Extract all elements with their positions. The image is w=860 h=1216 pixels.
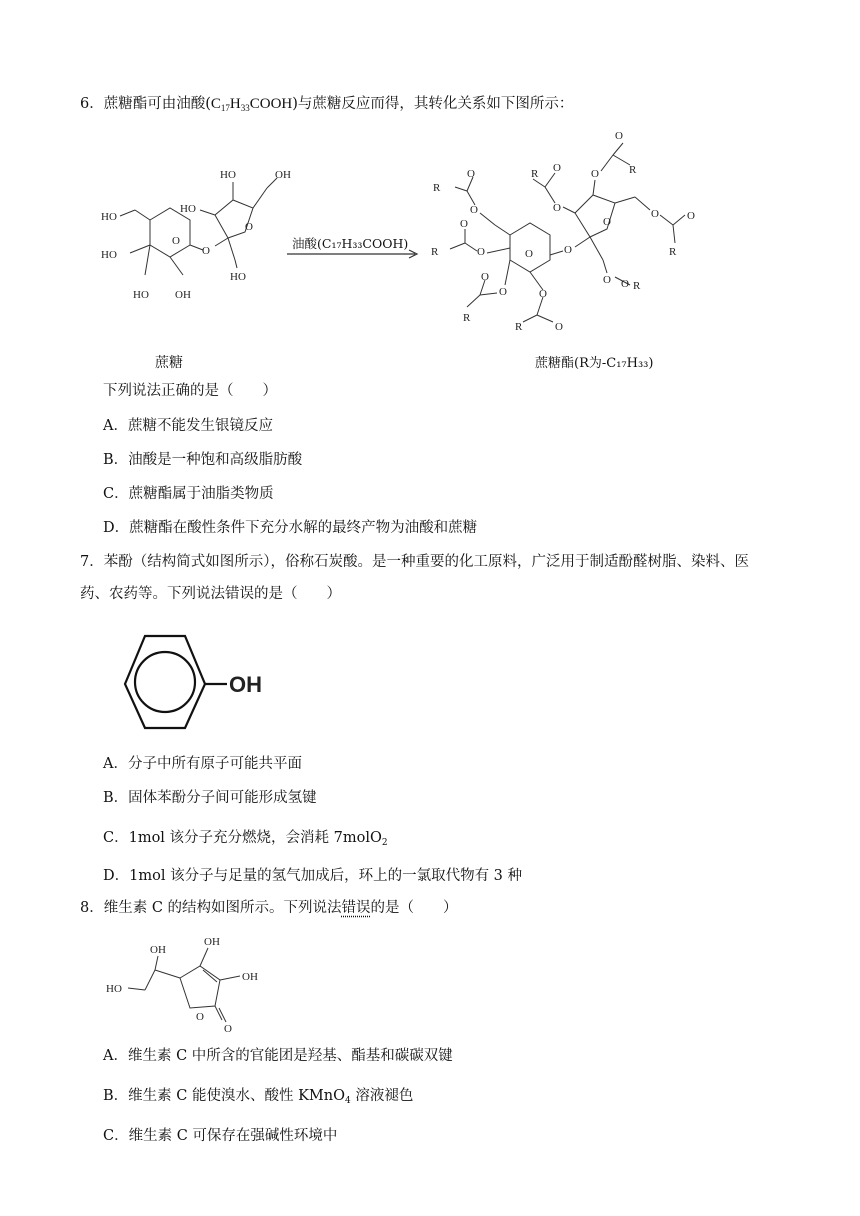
ester-o-label: O xyxy=(591,168,599,180)
carbonyl-o-label: O xyxy=(460,218,468,230)
q6-title: 6．蔗糖酯可由油酸$(C_{17}H_{33}COOH)$与蔗糖反应而得，其转化关系如下图所示： xyxy=(80,96,574,113)
sucrose-structure xyxy=(95,160,305,320)
ho-label: HO xyxy=(230,271,246,283)
ester-o-label: O xyxy=(499,286,507,298)
bridge-o-label: O xyxy=(564,244,572,256)
ring-o-label: O xyxy=(196,1011,204,1023)
oh-label: OH xyxy=(275,169,291,181)
ester-o-label: O xyxy=(477,246,485,258)
carbonyl-o-label: O xyxy=(687,210,695,222)
r-label: R xyxy=(669,246,677,258)
vitamin-c-structure xyxy=(100,928,280,1038)
ester-o-label: O xyxy=(553,202,561,214)
oh-label: OH xyxy=(242,971,258,983)
ring-o-label: O xyxy=(603,216,611,228)
ho-label: HO xyxy=(180,203,196,215)
oh-label: OH xyxy=(175,289,191,301)
carbonyl-o-label: O xyxy=(615,130,623,142)
phenol-oh-label: OH xyxy=(229,672,262,697)
bridge-o-label: O xyxy=(202,245,210,257)
carbonyl-o-label: O xyxy=(621,278,629,290)
ester-o-label: O xyxy=(539,288,547,300)
reaction-arrow-label: 油酸(C₁₇H₃₃COOH) xyxy=(292,236,409,251)
sucrose-caption: 蔗糖 xyxy=(155,355,183,371)
ring-o-label: O xyxy=(245,221,253,233)
q7-option-c[interactable]: C．1mol 该分子充分燃烧，会消耗 7molO$_2$ xyxy=(103,830,388,848)
q8-option-b[interactable]: B．维生素 C 能使溴水、酸性 KMnO$_4$ 溶液褪色 xyxy=(103,1088,414,1106)
r-label: R xyxy=(433,182,441,194)
r-label: R xyxy=(629,164,637,176)
r-label: R xyxy=(531,168,539,180)
q6-option-a[interactable]: A．蔗糖不能发生银镜反应 xyxy=(103,418,273,434)
carbonyl-o-label: O xyxy=(481,271,489,283)
q6-option-b[interactable]: B．油酸是一种饱和高级脂肪酸 xyxy=(103,452,303,468)
q8-option-a[interactable]: A．维生素 C 中所含的官能团是羟基、酯基和碳碳双键 xyxy=(103,1048,453,1064)
oh-label: OH xyxy=(204,936,220,948)
ester-o-label: O xyxy=(603,274,611,286)
sucrose-ester-structure xyxy=(425,125,725,340)
q7-option-b[interactable]: B．固体苯酚分子间可能形成氢键 xyxy=(103,790,317,806)
carbonyl-o-label: O xyxy=(553,162,561,174)
q7-option-a[interactable]: A．分子中所有原子可能共平面 xyxy=(103,756,302,772)
r-label: R xyxy=(633,280,641,292)
ho-label: HO xyxy=(220,169,236,181)
ho-label: HO xyxy=(133,289,149,301)
q8-option-c[interactable]: C．维生素 C 可保存在强碱性环境中 xyxy=(103,1128,338,1144)
q7-title-line1: 7．苯酚（结构简式如图所示），俗称石炭酸。是一种重要的化工原料，广泛用于制适酚醛树脂、染料、医 xyxy=(80,554,749,570)
q7-title-line2: 药、农药等。下列说法错误的是（ ） xyxy=(80,586,341,602)
r-label: R xyxy=(463,312,471,324)
reaction-arrow xyxy=(285,248,425,260)
carbonyl-o-label: O xyxy=(467,168,475,180)
carbonyl-o-label: O xyxy=(224,1023,232,1035)
q7-option-d[interactable]: D．1mol 该分子与足量的氢气加成后，环上的一氯取代物有 3 种 xyxy=(103,868,523,884)
q8-title: 8．维生素 C 的结构如图所示。下列说法错误的是（ ） xyxy=(80,900,458,916)
q6-option-c[interactable]: C．蔗糖酯属于油脂类物质 xyxy=(103,486,274,502)
ho-label: HO xyxy=(101,249,117,261)
r-label: R xyxy=(515,321,523,333)
r-label: R xyxy=(431,246,439,258)
ester-o-label: O xyxy=(470,204,478,216)
ring-o-label: O xyxy=(172,235,180,247)
sucrose-ester-caption: 蔗糖酯(R为-C₁₇H₃₃) xyxy=(535,356,654,371)
carbonyl-o-label: O xyxy=(555,321,563,333)
ring-o-label: O xyxy=(525,248,533,260)
ho-label: HO xyxy=(106,983,122,995)
ho-label: HO xyxy=(101,211,117,223)
q6-option-d[interactable]: D．蔗糖酯在酸性条件下充分水解的最终产物为油酸和蔗糖 xyxy=(103,520,478,536)
ester-o-label: O xyxy=(651,208,659,220)
oh-label: OH xyxy=(150,944,166,956)
q6-stem: 下列说法正确的是（ ） xyxy=(103,383,277,399)
phenol-structure xyxy=(115,632,275,732)
